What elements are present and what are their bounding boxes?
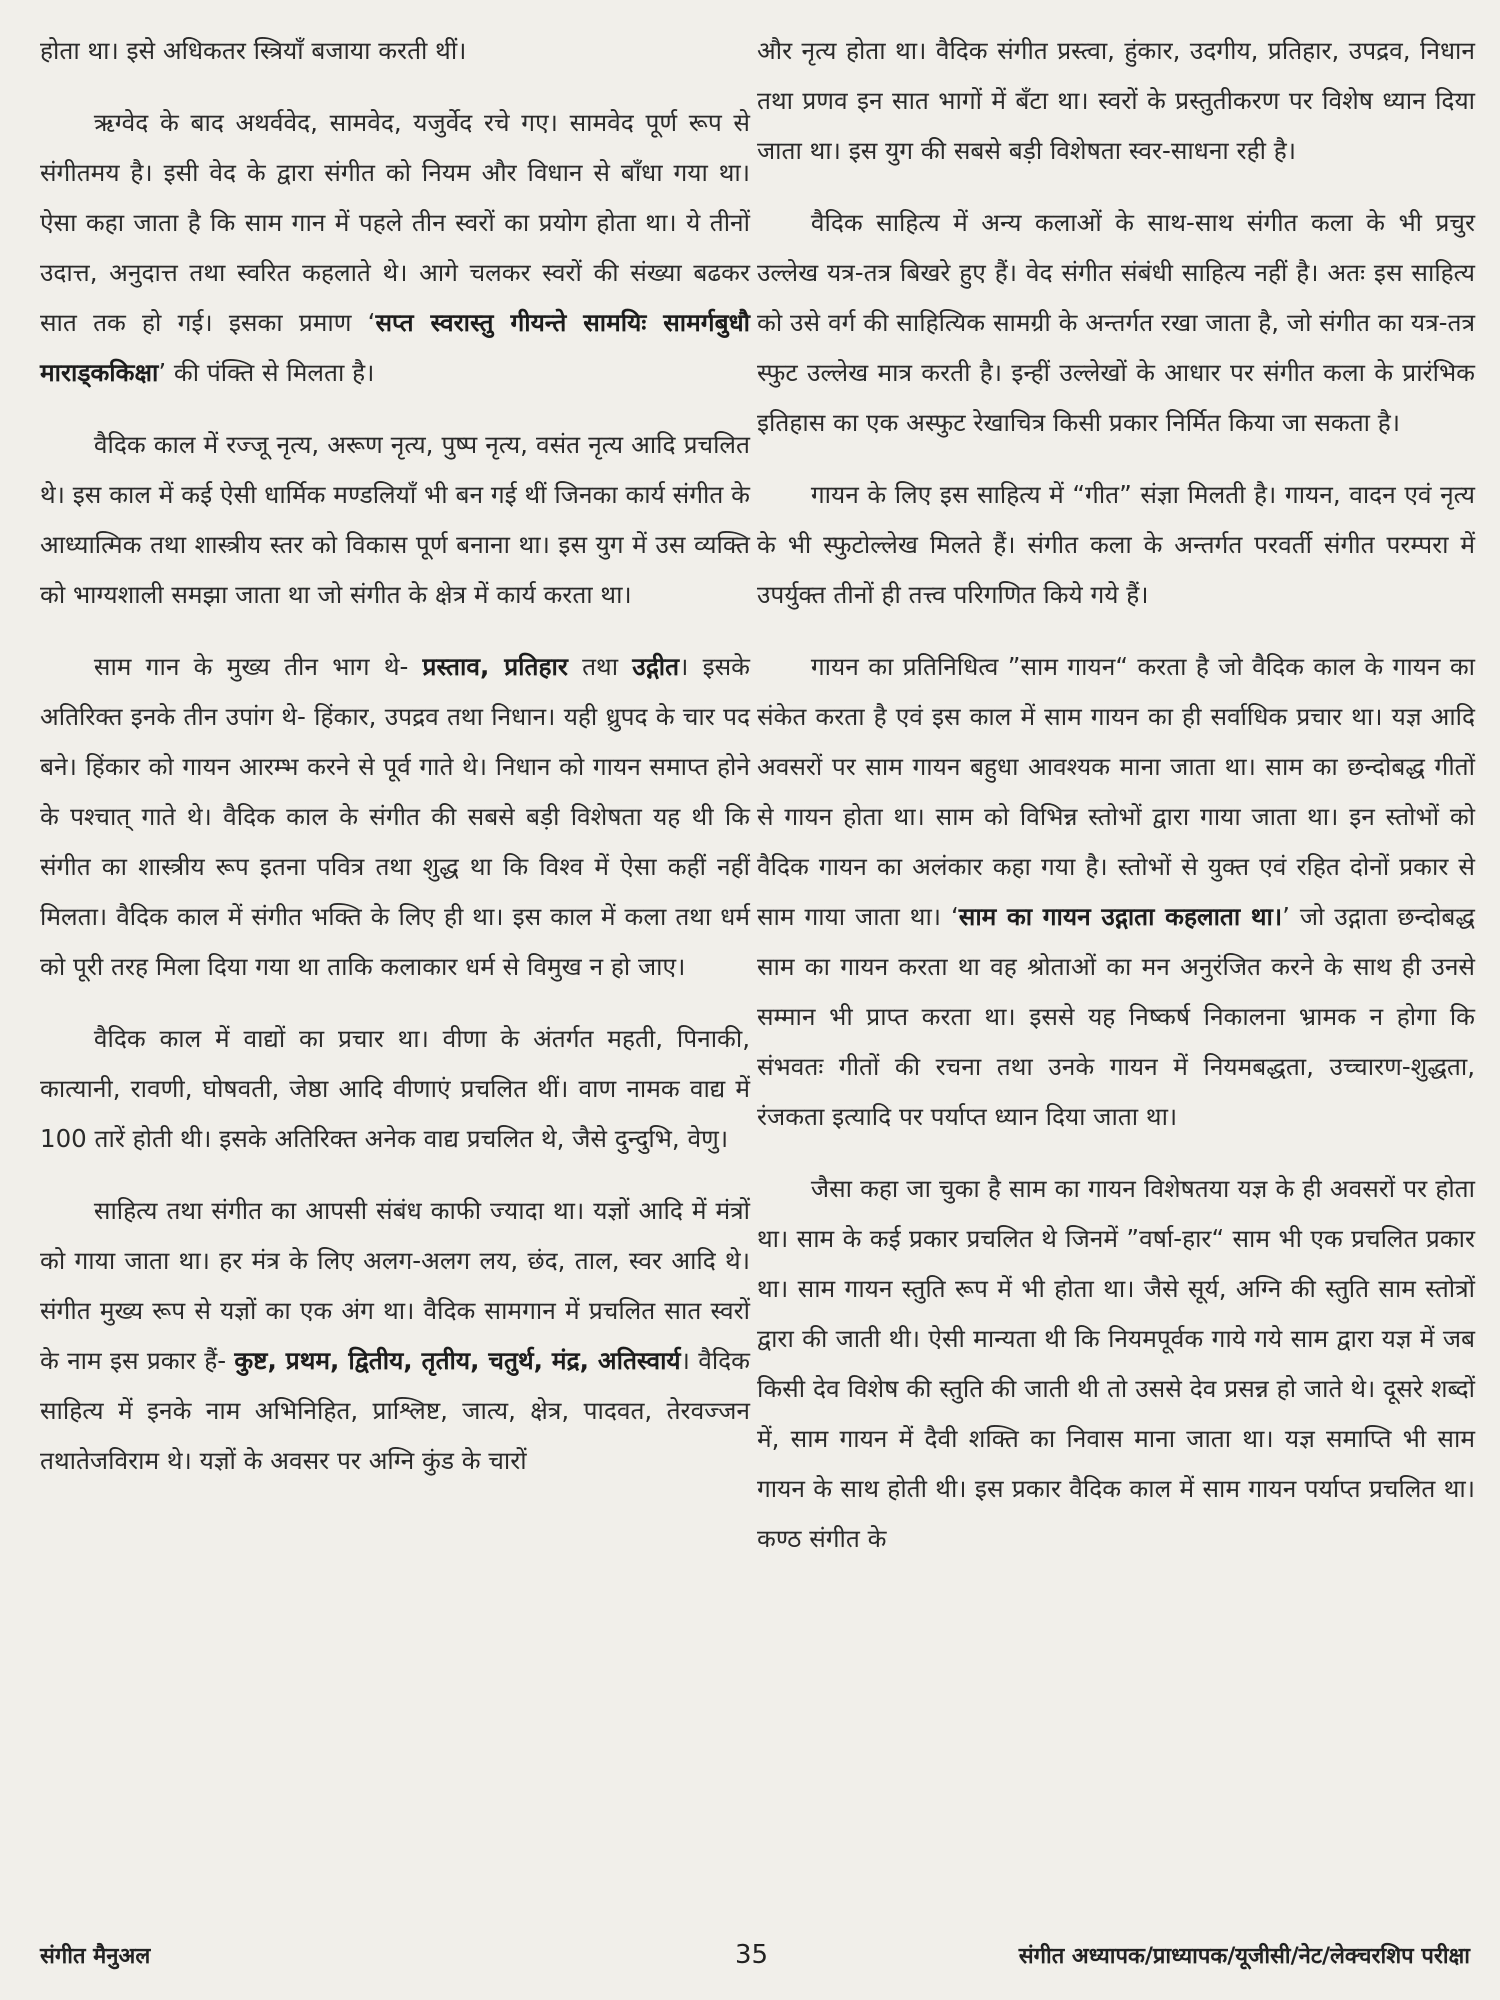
page-number: 35 (735, 1940, 769, 1970)
right-column (757, 26, 1475, 1586)
footer-exam-title: संगीत अध्यापक/प्राध्यापक/यूजीसी/नेट/लेक्चरशिप परीक्षा (1018, 1944, 1470, 1969)
footer-book-title: संगीत मैनुअल (40, 1944, 151, 1969)
paragraph: साम गान के मुख्य तीन भाग थे- प्रस्ताव, प्रतिहार तथा उद्गीत। इसके अतिरिक्त इनके तीन उपांग थे- हिंकार, उपद्रव तथा निधान। यही ध्रुपद के चार पद बने। हिंकार को गायन आरम्भ करने से पूर्व गाते थे। निधान को गायन समाप्त होने के पश्चात् गाते थे। वैदिक काल के संगीत की सबसे बड़ी विशेषता यह थी कि संगीत का शास्त्रीय रूप इतना पवित्र तथा शुद्ध था कि विश्व में ऐसा कहीं नहीं मिलता। वैदिक काल में संगीत भक्ति के लिए ही था। इस काल में कला तथा धर्म को पूरी तरह मिला दिया गया था ताकि कलाकार धर्म से विमुख न हो जाए। (40, 652, 750, 981)
bold-quote: सप्त स्वरास्तु गीयन्ते सामयिः सामर्गबुधौ माराड्ककिक्षा (40, 308, 750, 387)
paragraph: ऋग्वेद के बाद अथर्ववेद, सामवेद, यजुर्वेद रचे गए। सामवेद पूर्ण रूप से संगीतमय है। इसी वेद के द्वारा संगीत को नियम और विधान से बाँधा गया था। ऐसा कहा जाता है कि साम गान में पहले तीन स्वरों का प्रयोग होता था। ये तीनों उदात्त, अनुदात्त तथा स्वरित कहलाते थे। आगे चलकर स्वरों की संख्या बढकर सात तक हो गई। इसका प्रमाण ‘सप्त स्वरास्तु गीयन्ते सामयिः सामर्गबुधौ माराड्ककिक्षा’ की पंक्ति से मिलता है। (40, 108, 750, 387)
paragraph: और नृत्य होता था। वैदिक संगीत प्रस्त्वा, हुंकार, उदगीय, प्रतिहार, उपद्रव, निधान तथा प्रणव इन सात भागों में बँटा था। स्वरों के प्रस्तुतीकरण पर विशेष ध्यान दिया जाता था। इस युग की सबसे बड़ी विशेषता स्वर-साधना रही है। (757, 36, 1475, 165)
paragraph: गायन के लिए इस साहित्य में “गीत” संज्ञा मिलती है। गायन, वादन एवं नृत्य के भी स्फुटोल्लेख मिलते हैं। संगीत कला के अन्तर्गत परवर्ती संगीत परम्परा में उपर्युक्त तीनों ही तत्त्व परिगणित किये गये हैं। (757, 480, 1475, 609)
left-column (40, 26, 750, 1508)
paragraph: साहित्य तथा संगीत का आपसी संबंध काफी ज्यादा था। यज्ञों आदि में मंत्रों को गाया जाता था। हर मंत्र के लिए अलग-अलग लय, छंद, ताल, स्वर आदि थे। संगीत मुख्य रूप से यज्ञों का एक अंग था। वैदिक सामगान में प्रचलित सात स्वरों के नाम इस प्रकार हैं- कुष्ट, प्रथम, द्वितीय, तृतीय, चतुर्थ, मंद्र, अतिस्वार्य। वैदिक साहित्य में इनके नाम अभिनिहित, प्राश्लिष्ट, जात्य, क्षेत्र, पादवत, तेरवज्जन तथातेजविराम थे। यज्ञों के अवसर पर अग्नि कुंड के चारों (40, 1196, 750, 1475)
paragraph: वैदिक साहित्य में अन्य कलाओं के साथ-साथ संगीत कला के भी प्रचुर उल्लेख यत्र-तत्र बिखरे हुए हैं। वेद संगीत संबंधी साहित्य नहीं है। अतः इस साहित्य को उसे वर्ग की साहित्यिक सामग्री के अन्तर्गत रखा जाता है, जो संगीत का यत्र-तत्र स्फुट उल्लेख मात्र करती है। इन्हीं उल्लेखों के आधार पर संगीत कला के प्रारंभिक इतिहास का एक अस्फुट रेखाचित्र किसी प्रकार निर्मित किया जा सकता है। (757, 208, 1475, 437)
paragraph: गायन का प्रतिनिधित्व ”साम गायन“ करता है जो वैदिक काल के गायन का संकेत करता है एवं इस काल में साम गायन का ही सर्वाधिक प्रचार था। यज्ञ आदि अवसरों पर साम गायन बहुधा आवश्यक माना जाता था। साम का छन्दोबद्ध गीतों से गायन होता था। साम को विभिन्न स्तोभों द्वारा गाया जाता था। इन स्तोभों को वैदिक गायन का अलंकार कहा गया है। स्तोभों से युक्त एवं रहित दोनों प्रकार से साम गाया जाता था। ‘साम का गायन उद्गाता कहलाता था।’ जो उद्गाता छन्दोबद्ध साम का गायन करता था वह श्रोताओं का मन अनुरंजित करने के साथ ही उनसे सम्मान भी प्राप्त करता था। इससे यह निष्कर्ष निकालना भ्रामक न होगा कि संभवतः गीतों की रचना तथा उनके गायन में नियमबद्धता, उच्चारण-शुद्धता, रंजकता इत्यादि पर पर्याप्त ध्यान दिया जाता था। (757, 652, 1475, 1131)
paragraph: वैदिक काल में वाद्यों का प्रचार था। वीणा के अंतर्गत महती, पिनाकी, कात्यानी, रावणी, घोषवती, जेष्ठा आदि वीणाएं प्रचलित थीं। वाण नामक वाद्य में 100 तारें होती थी। इसके अतिरिक्त अनेक वाद्य प्रचलित थे, जैसे दुन्दुभि, वेणु। (40, 1024, 750, 1153)
paragraph: जैसा कहा जा चुका है साम का गायन विशेषतया यज्ञ के ही अवसरों पर होता था। साम के कई प्रकार प्रचलित थे जिनमें ”वर्षा-हार“ साम भी एक प्रचलित प्रकार था। साम गायन स्तुति रूप में भी होता था। जैसे सूर्य, अग्नि की स्तुति साम स्तोत्रों द्वारा की जाती थी। ऐसी मान्यता थी कि नियमपूर्वक गाये गये साम द्वारा यज्ञ में जब किसी देव विशेष की स्तुति की जाती थी तो उससे देव प्रसन्न हो जाते थे। दूसरे शब्दों में, साम गायन में दैवी शक्ति का निवास माना जाता था। यज्ञ समाप्ति भी साम गायन के साथ होती थी। इस प्रकार वैदिक काल में साम गायन पर्याप्त प्रचलित था। कण्ठ संगीत के (757, 1174, 1475, 1553)
paragraph: होता था। इसे अधिकतर स्त्रियाँ बजाया करती थीं। (40, 36, 467, 65)
paragraph: वैदिक काल में रज्जू नृत्य, अरूण नृत्य, पुष्प नृत्य, वसंत नृत्य आदि प्रचलित थे। इस काल में कई ऐसी धार्मिक मण्डलियाँ भी बन गई थीं जिनका कार्य संगीत के आध्यात्मिक तथा शास्त्रीय स्तर को विकास पूर्ण बनाना था। इस युग में उस व्यक्ति को भाग्यशाली समझा जाता था जो संगीत के क्षेत्र में कार्य करता था। (40, 430, 750, 609)
